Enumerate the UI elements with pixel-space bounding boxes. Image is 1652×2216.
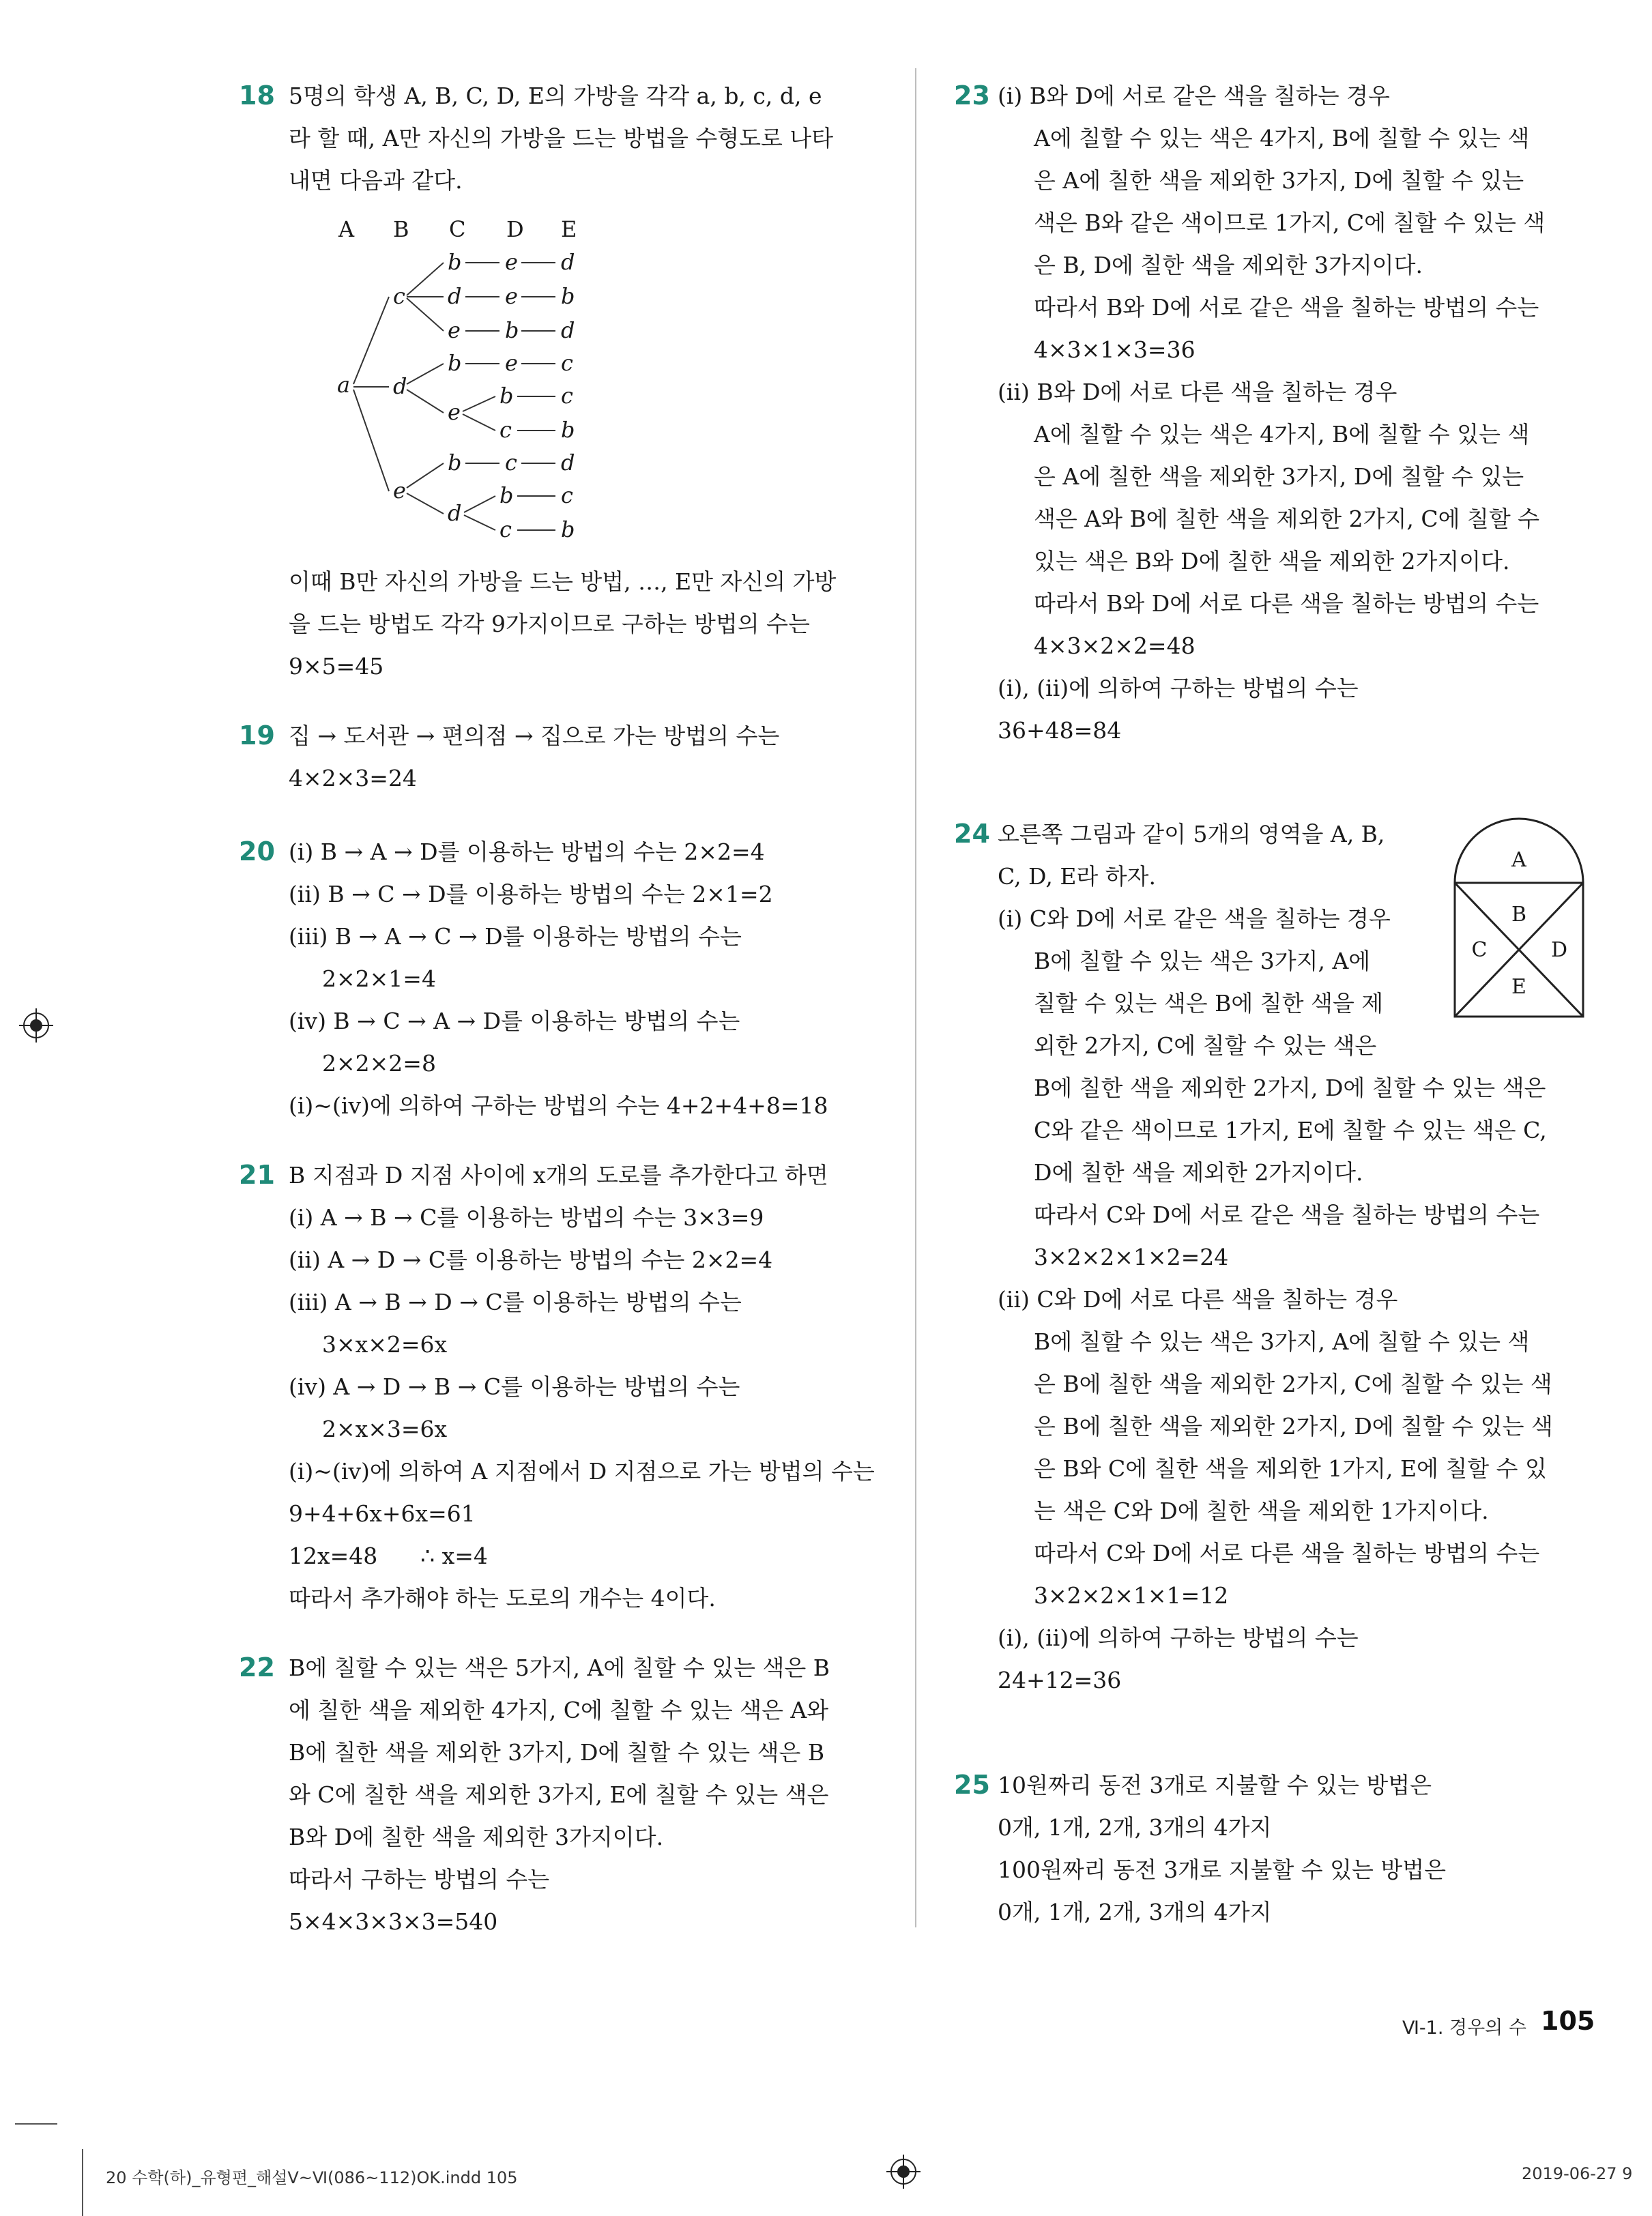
problem-number-25: 25 bbox=[954, 1770, 990, 1800]
tree-node: b bbox=[448, 450, 462, 476]
q24-line: (ⅰ), (ⅱ)에 의하여 구하는 방법의 수는 bbox=[998, 1624, 1359, 1651]
tree-node: b bbox=[448, 249, 462, 275]
q22-line: 와 C에 칠한 색을 제외한 3가지, E에 칠할 수 있는 색은 bbox=[289, 1781, 829, 1808]
tree-node: d bbox=[448, 283, 462, 309]
q23-line: A에 칠할 수 있는 색은 4가지, B에 칠할 수 있는 색 bbox=[1034, 421, 1530, 448]
tree-node: d bbox=[448, 500, 462, 526]
q20-line: (ⅱ) B → C → D를 이용하는 방법의 수는 2×1=2 bbox=[289, 881, 773, 907]
q20-line: (ⅲ) B → A → C → D를 이용하는 방법의 수는 bbox=[289, 923, 742, 950]
branch-line bbox=[407, 390, 444, 413]
q21-line: 따라서 추가해야 하는 도로의 개수는 4이다. bbox=[289, 1585, 716, 1612]
q23-line: (ⅰ), (ⅱ)에 의하여 구하는 방법의 수는 bbox=[998, 675, 1359, 701]
tree-node: e bbox=[505, 350, 518, 376]
branch-line bbox=[463, 414, 495, 431]
branch-line bbox=[407, 298, 444, 331]
problem-number-19: 19 bbox=[239, 720, 275, 750]
registration-mark-icon bbox=[886, 2155, 921, 2189]
q21-line: B 지점과 D 지점 사이에 x개의 도로를 추가한다고 하면 bbox=[289, 1162, 828, 1189]
registration-mark-icon bbox=[19, 1008, 53, 1043]
q24-line: 은 B에 칠한 색을 제외한 2가지, C에 칠할 수 있는 색 bbox=[1034, 1371, 1552, 1397]
q24-line: B에 칠할 수 있는 색은 3가지, A에 bbox=[1034, 948, 1371, 974]
q24-line: B에 칠할 수 있는 색은 3가지, A에 칠할 수 있는 색 bbox=[1034, 1328, 1530, 1355]
q19-line: 4×2×3=24 bbox=[289, 765, 417, 791]
q24-line: 따라서 C와 D에 서로 다른 색을 칠하는 방법의 수는 bbox=[1034, 1540, 1540, 1566]
q23-line: 따라서 B와 D에 서로 다른 색을 칠하는 방법의 수는 bbox=[1034, 590, 1539, 617]
q23-line: (ⅱ) B와 D에 서로 다른 색을 칠하는 경우 bbox=[998, 379, 1397, 405]
q24-line: 칠할 수 있는 색은 B에 칠한 색을 제 bbox=[1034, 990, 1384, 1017]
crop-mark bbox=[82, 2149, 83, 2216]
tree-node: c bbox=[505, 450, 517, 476]
q21-line: (ⅳ) A → D → B → C를 이용하는 방법의 수는 bbox=[289, 1373, 740, 1400]
q22-line: B와 D에 칠한 색을 제외한 3가지이다. bbox=[289, 1824, 664, 1850]
region-label-b: B bbox=[1511, 903, 1527, 927]
q24-line: 3×2×2×1×1=12 bbox=[1034, 1582, 1229, 1609]
q23-line: A에 칠할 수 있는 색은 4가지, B에 칠할 수 있는 색 bbox=[1034, 125, 1530, 151]
region-label-e: E bbox=[1511, 975, 1526, 999]
tree-header-d: D bbox=[506, 216, 524, 242]
q21-line: (ⅲ) A → B → D → C를 이용하는 방법의 수는 bbox=[289, 1289, 742, 1315]
tree-node: b bbox=[499, 482, 514, 508]
tree-node: d bbox=[561, 450, 575, 476]
tree-node: c bbox=[499, 417, 512, 443]
region-label-c: C bbox=[1471, 938, 1488, 962]
q25-line: 0개, 1개, 2개, 3개의 4가지 bbox=[998, 1814, 1272, 1841]
branch-line bbox=[407, 364, 444, 384]
tree-node: c bbox=[499, 516, 512, 542]
tree-node: b bbox=[561, 283, 575, 309]
region-figure bbox=[1452, 817, 1589, 1029]
q21-line: (ⅰ)~(ⅳ)에 의하여 A 지점에서 D 지점으로 가는 방법의 수는 bbox=[289, 1458, 875, 1485]
branch-line bbox=[463, 396, 495, 411]
q18-line: 5명의 학생 A, B, C, D, E의 가방을 각각 a, b, c, d, e bbox=[289, 83, 822, 109]
branch-line bbox=[353, 390, 389, 491]
q20-line: (ⅳ) B → C → A → D를 이용하는 방법의 수는 bbox=[289, 1008, 740, 1034]
q23-line: (ⅰ) B와 D에 서로 같은 색을 칠하는 경우 bbox=[998, 83, 1390, 109]
print-date: 2019-06-27 9 bbox=[1522, 2164, 1633, 2183]
tree-header-a: A bbox=[338, 216, 355, 242]
tree-node-d: d bbox=[393, 373, 407, 399]
tree-node-a: a bbox=[337, 372, 351, 398]
tree-header-c: C bbox=[449, 216, 466, 242]
q18-after-line: 을 드는 방법도 각각 9가지이므로 구하는 방법의 수는 bbox=[289, 611, 810, 637]
crop-mark bbox=[15, 2123, 57, 2125]
branch-line bbox=[464, 496, 495, 512]
tree-node: c bbox=[561, 482, 573, 508]
q21-line: (ⅰ) A → B → C를 이용하는 방법의 수는 3×3=9 bbox=[289, 1204, 764, 1231]
tree-node: c bbox=[561, 350, 573, 376]
q23-line: 있는 색은 B와 D에 칠한 색을 제외한 2가지이다. bbox=[1034, 548, 1510, 574]
q19-line: 집 → 도서관 → 편의점 → 집으로 가는 방법의 수는 bbox=[289, 723, 780, 749]
q23-line: 36+48=84 bbox=[998, 717, 1122, 744]
tree-node: e bbox=[448, 317, 461, 343]
region-label-a: A bbox=[1511, 848, 1526, 872]
q23-line: 4×3×1×3=36 bbox=[1034, 336, 1195, 363]
q24-line: C와 같은 색이므로 1가지, E에 칠할 수 있는 색은 C, bbox=[1034, 1117, 1547, 1143]
branch-line bbox=[407, 463, 444, 488]
q18-line: 내면 다음과 같다. bbox=[289, 167, 463, 194]
q25-line: 0개, 1개, 2개, 3개의 4가지 bbox=[998, 1899, 1272, 1925]
q21-line: 9+4+6x+6x=61 bbox=[289, 1500, 476, 1527]
problem-number-23: 23 bbox=[954, 81, 990, 111]
tree-node: d bbox=[561, 249, 575, 275]
q23-line: 은 B, D에 칠한 색을 제외한 3가지이다. bbox=[1034, 252, 1423, 278]
q20-line: 2×2×1=4 bbox=[322, 965, 436, 992]
q21-line: 12x=48 ∴ x=4 bbox=[289, 1543, 488, 1569]
q25-line: 10원짜리 동전 3개로 지불할 수 있는 방법은 bbox=[998, 1772, 1432, 1798]
q23-line: 4×3×2×2=48 bbox=[1034, 632, 1195, 659]
tree-node: b bbox=[561, 417, 575, 443]
branch-line bbox=[407, 263, 444, 295]
q24-line: 따라서 C와 D에 서로 같은 색을 칠하는 방법의 수는 bbox=[1034, 1201, 1540, 1228]
problem-number-21: 21 bbox=[239, 1160, 275, 1190]
tree-node: d bbox=[561, 317, 575, 343]
q24-line: C, D, E라 하자. bbox=[998, 863, 1157, 890]
q22-line: 에 칠한 색을 제외한 4가지, C에 칠할 수 있는 색은 A와 bbox=[289, 1697, 829, 1723]
q18-after-line: 9×5=45 bbox=[289, 653, 384, 680]
tree-node: c bbox=[561, 383, 573, 409]
q24-line: (ⅱ) C와 D에 서로 다른 색을 칠하는 경우 bbox=[998, 1286, 1398, 1313]
q20-line: (ⅰ) B → A → D를 이용하는 방법의 수는 2×2=4 bbox=[289, 839, 765, 865]
problem-number-22: 22 bbox=[239, 1652, 275, 1682]
q23-line: 색은 B와 같은 색이므로 1가지, C에 칠할 수 있는 색 bbox=[1034, 209, 1546, 236]
q23-line: 따라서 B와 D에 서로 같은 색을 칠하는 방법의 수는 bbox=[1034, 294, 1539, 321]
q24-line: 은 B에 칠한 색을 제외한 2가지, D에 칠할 수 있는 색 bbox=[1034, 1413, 1553, 1440]
q24-line: (ⅰ) C와 D에 서로 같은 색을 칠하는 경우 bbox=[998, 905, 1391, 932]
q21-line: 2×x×3=6x bbox=[322, 1416, 448, 1442]
tree-node-e: e bbox=[393, 478, 406, 504]
tree-node: b bbox=[499, 383, 514, 409]
problem-number-20: 20 bbox=[239, 836, 275, 866]
q24-line: 외한 2가지, C에 칠할 수 있는 색은 bbox=[1034, 1032, 1377, 1059]
q25-line: 100원짜리 동전 3개로 지불할 수 있는 방법은 bbox=[998, 1856, 1446, 1883]
q18-after-line: 이때 B만 자신의 가방을 드는 방법, …, E만 자신의 가방 bbox=[289, 568, 837, 595]
section-label: Ⅵ-1. 경우의 수 bbox=[1402, 2017, 1526, 2039]
branch-line bbox=[407, 493, 444, 514]
q24-line: 는 색은 C와 D에 칠한 색을 제외한 1가지이다. bbox=[1034, 1498, 1489, 1524]
q22-line: B에 칠한 색을 제외한 3가지, D에 칠할 수 있는 색은 B bbox=[289, 1739, 825, 1766]
q21-line: (ⅱ) A → D → C를 이용하는 방법의 수는 2×2=4 bbox=[289, 1246, 773, 1273]
tree-node: e bbox=[505, 283, 518, 309]
tree-node: b bbox=[448, 350, 462, 376]
q24-line: 은 B와 C에 칠한 색을 제외한 1가지, E에 칠할 수 있 bbox=[1034, 1455, 1547, 1482]
tree-header-b: B bbox=[393, 216, 409, 242]
q23-line: 색은 A와 B에 칠한 색을 제외한 2가지, C에 칠할 수 bbox=[1034, 506, 1540, 532]
branch-line bbox=[353, 297, 389, 384]
tree-node: e bbox=[448, 399, 461, 425]
q23-line: 은 A에 칠한 색을 제외한 3가지, D에 칠할 수 있는 bbox=[1034, 463, 1524, 490]
q22-line: 5×4×3×3×3=540 bbox=[289, 1908, 498, 1935]
tree-header-e: E bbox=[561, 216, 577, 242]
branch-line bbox=[464, 515, 495, 530]
indd-file-label: 20 수학(하)_유형편_해설Ⅴ~Ⅵ(086~112)OK.indd 105 bbox=[106, 2168, 518, 2187]
q24-line: D에 칠한 색을 제외한 2가지이다. bbox=[1034, 1159, 1363, 1186]
tree-node: b bbox=[505, 317, 519, 343]
q18-line: 라 할 때, A만 자신의 가방을 드는 방법을 수형도로 나타 bbox=[289, 125, 834, 151]
q22-line: B에 칠할 수 있는 색은 5가지, A에 칠할 수 있는 색은 B bbox=[289, 1654, 830, 1681]
q20-line: 2×2×2=8 bbox=[322, 1050, 436, 1077]
q24-line: 3×2×2×1×2=24 bbox=[1034, 1244, 1229, 1270]
column-divider bbox=[915, 68, 916, 1927]
q21-line: 3×x×2=6x bbox=[322, 1331, 448, 1358]
tree-node-c: c bbox=[393, 283, 405, 309]
q20-line: (ⅰ)~(ⅳ)에 의하여 구하는 방법의 수는 4+2+4+8=18 bbox=[289, 1092, 828, 1119]
q24-line: 오른쪽 그림과 같이 5개의 영역을 A, B, bbox=[998, 821, 1385, 847]
q22-line: 따라서 구하는 방법의 수는 bbox=[289, 1866, 550, 1893]
q24-line: B에 칠한 색을 제외한 2가지, D에 칠할 수 있는 색은 bbox=[1034, 1075, 1546, 1101]
problem-number-18: 18 bbox=[239, 81, 275, 111]
page-number: 105 bbox=[1541, 2006, 1595, 2036]
q23-line: 은 A에 칠한 색을 제외한 3가지, D에 칠할 수 있는 bbox=[1034, 167, 1524, 194]
problem-number-24: 24 bbox=[954, 819, 990, 849]
tree-node: e bbox=[505, 249, 518, 275]
tree-node: b bbox=[561, 516, 575, 542]
region-label-d: D bbox=[1550, 938, 1568, 962]
tree-diagram bbox=[321, 208, 607, 553]
q24-line: 24+12=36 bbox=[998, 1667, 1122, 1693]
